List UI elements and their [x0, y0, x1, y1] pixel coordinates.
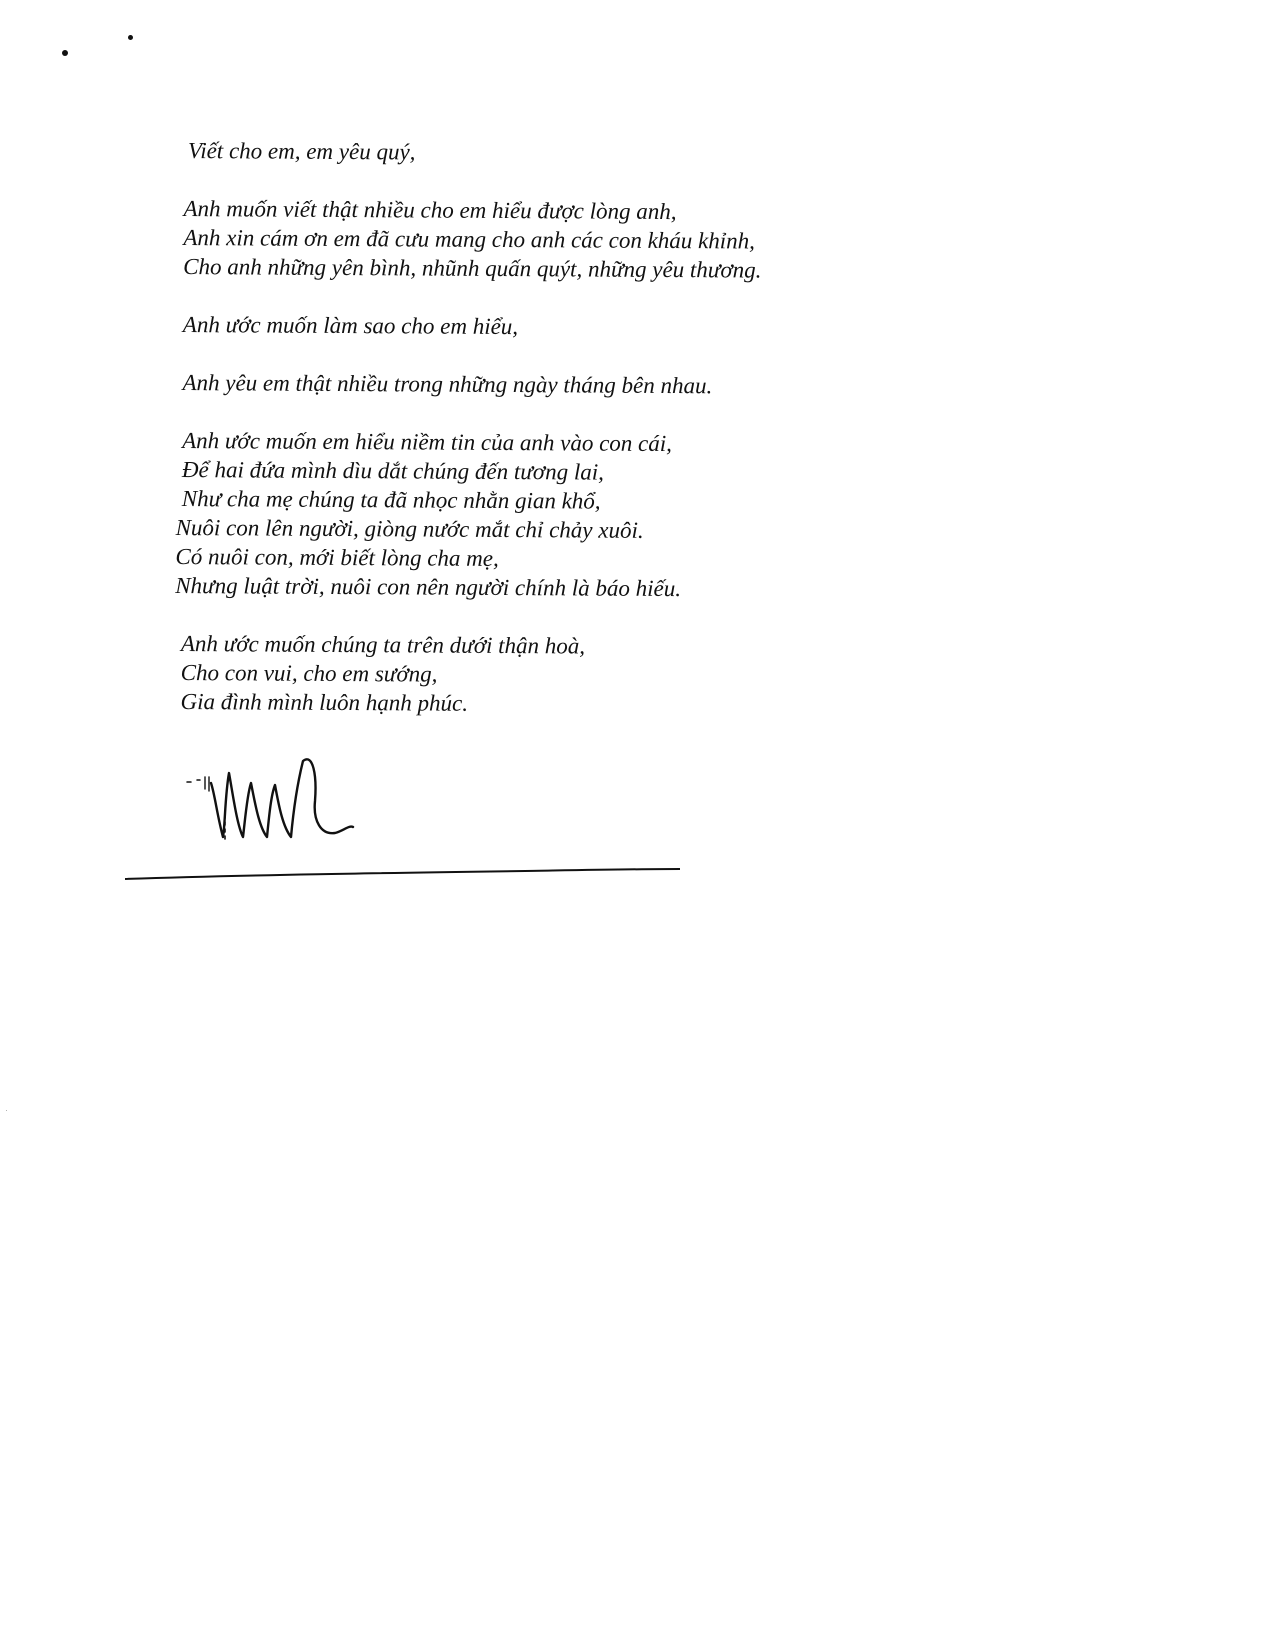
scan-speck — [128, 35, 133, 40]
poem-line: Anh ước muốn em hiểu niềm tin của anh vào con cái, — [182, 428, 673, 457]
poem-line: Anh ước muốn làm sao cho em hiểu, — [182, 312, 519, 340]
stanza — [177, 194, 898, 285]
signature-line — [125, 868, 680, 882]
letter-greeting: Viết cho em, em yêu quý, — [187, 138, 416, 165]
poem-line: Như cha mẹ chúng ta đã nhọc nhằn gian khổ, — [181, 486, 601, 514]
poem-line: Nhưng luật trời, nuôi con nên người chính là báo hiếu. — [175, 572, 682, 602]
poem-line: Anh yêu em thật nhiều trong những ngày tháng bên nhau. — [182, 370, 713, 399]
poem-line: Anh muốn viết thật nhiều cho em hiểu được lòng anh, — [183, 196, 677, 225]
stanza — [177, 310, 897, 343]
scan-speck — [62, 50, 68, 56]
poem-line: Nuôi con lên người, giòng nước mắt chỉ chảy xuôi. — [175, 514, 644, 543]
letter-body — [174, 136, 898, 749]
poem-line: Anh xin cám ơn em đã cưu mang cho anh các con kháu khỉnh, — [183, 225, 756, 254]
scan-speck — [6, 1110, 7, 1111]
stanza — [175, 426, 896, 604]
poem-line: Gia đình mình luôn hạnh phúc. — [180, 689, 469, 716]
poem-line: Anh ước muốn chúng ta trên dưới thận hoà, — [180, 631, 586, 659]
poem-line: Có nuôi con, mới biết lòng cha mẹ, — [175, 543, 499, 571]
poem-line: Cho anh những yên bình, nhũnh quấn quýt, những yêu thương. — [183, 254, 762, 283]
signature-icon — [185, 755, 375, 865]
poem-line: Cho con vui, cho em sướng, — [180, 660, 438, 687]
poem-line: Để hai đứa mình dìu dắt chúng đến tương lai, — [181, 457, 604, 485]
stanza — [176, 368, 896, 401]
stanza — [174, 629, 895, 720]
